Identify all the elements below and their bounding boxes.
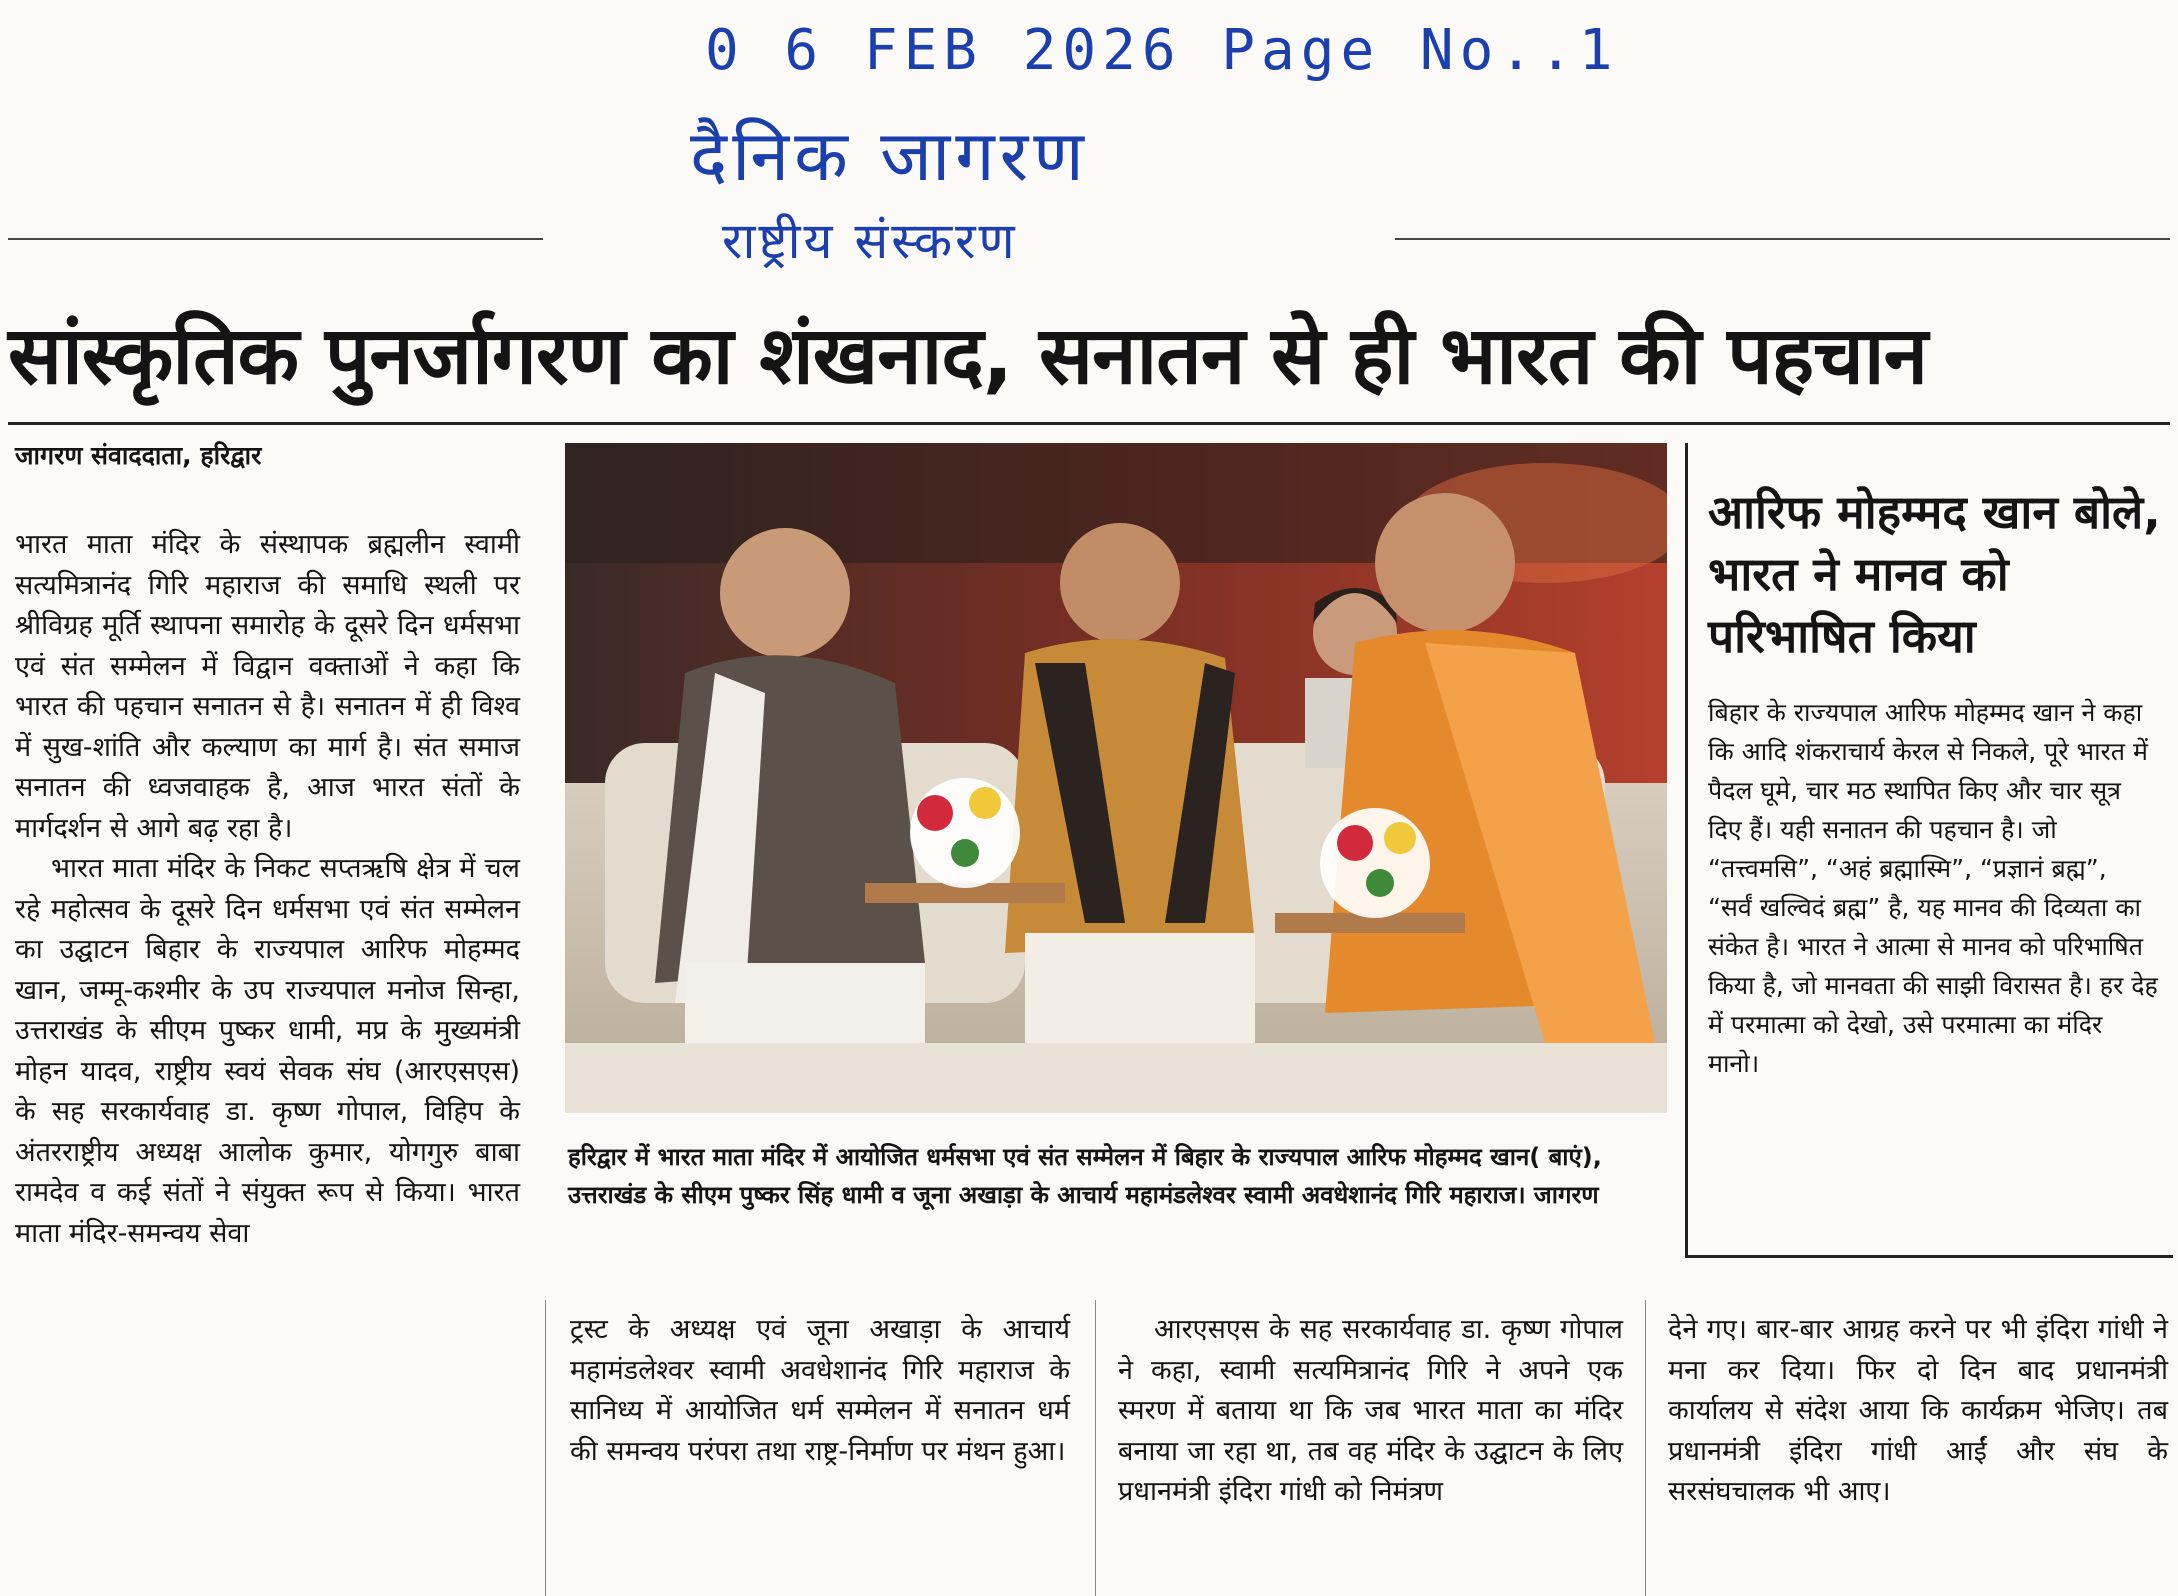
article-column-4	[1668, 1310, 2168, 1513]
article-column-3	[1118, 1310, 1623, 1513]
column-2-paragraph: ट्रस्ट के अध्यक्ष एवं जूना अखाड़ा के आचार्य महामंडलेश्वर स्वामी अवधेशानंद गिरि महाराज के सानिध्य में आयोजित धर्म सम्मेलन में सनातन धर्म की समन्वय परंपरा तथा राष्ट्र-निर्माण पर मंथन हुआ।	[570, 1314, 1070, 1467]
edition-stamp: राष्ट्रीय संस्करण	[722, 212, 1018, 270]
article-column-1	[15, 525, 520, 1254]
column-1-paragraph-2: भारत माता मंदिर के निकट सप्तऋषि क्षेत्र में चल रहे महोत्सव के दूसरे दिन धर्मसभा एवं संत सम्मेलन का उद्घाटन बिहार के राज्यपाल आरिफ मोहम्मद खान, जम्मू-कश्मीर के उप राज्यपाल मनोज सिन्हा, उत्तराखंड के सीएम पुष्कर धामी, मप्र के मुख्यमंत्री मोहन यादव, राष्ट्रीय स्वयं सेवक संघ (आरएसएस) के सह सरकार्यवाह डा. कृष्ण गोपाल, विहिप के अंतरराष्ट्रीय अध्यक्ष आलोक कुमार, योगगुरु बाबा रामदेव व कई संतों ने संयुक्त रूप से किया। भारत माता मंदिर-समन्वय सेवा	[15, 853, 520, 1249]
byline: जागरण संवाददाता, हरिद्वार	[15, 441, 262, 470]
event-photo	[565, 443, 1667, 1113]
sidebar-title: आरिफ मोहम्मद खान बोले, भारत ने मानव को परिभाषित किया	[1708, 485, 2161, 663]
column-divider-1	[545, 1300, 546, 1596]
sidebar-box	[1685, 443, 2173, 1258]
date-stamp: 0 6 FEB 2026 Page No..1	[705, 18, 1619, 83]
article-column-2	[570, 1310, 1070, 1472]
column-divider-3	[1645, 1300, 1646, 1596]
newspaper-name-stamp: दैनिक जागरण	[690, 115, 1089, 197]
article-headline: सांस्कृतिक पुनर्जागरण का शंखनाद, सनातन से ही भारत की पहचान	[8, 309, 1928, 402]
sidebar-text: बिहार के राज्यपाल आरिफ मोहम्मद खान ने कहा कि आदि शंकराचार्य केरल से निकले, पूरे भारत में पैदल घूमे, चार मठ स्थापित किए और चार सूत्र दिए हैं। यही सनातन की पहचान है। जो “तत्त्वमसि”, “अहं ब्रह्मास्मि”, “प्रज्ञानं ब्रह्म”, “सर्वं खल्विदं ब्रह्म” है, यह मानव की दिव्यता का संकेत है। भारत ने आत्मा से मानव को परिभाषित किया है, जो मानवता की साझी विरासत है। हर देह में परमात्मा को देखो, उसे परमात्मा का मंदिर मानो।	[1708, 698, 2158, 1078]
top-right-rule	[1395, 238, 2170, 240]
column-divider-2	[1095, 1300, 1096, 1596]
headline-rule	[8, 422, 2170, 425]
photo-caption: हरिद्वार में भारत माता मंदिर में आयोजित धर्मसभा एवं संत सम्मेलन में बिहार के राज्यपाल आरिफ मोहम्मद खान( बाएं), उत्तराखंड के सीएम पुष्कर सिंह धामी व जूना अखाड़ा के आचार्य महामंडलेश्वर स्वामी अवधेशानंद गिरि महाराज। जागरण	[568, 1143, 1602, 1209]
column-4-paragraph: देने गए। बार-बार आग्रह करने पर भी इंदिरा गांधी ने मना कर दिया। फिर दो दिन बाद प्रधानमंत्री कार्यालय से संदेश आया कि कार्यक्रम भेजिए। तब प्रधानमंत्री इंदिरा गांधी आईं और संघ के सरसंघचालक भी आए।	[1668, 1314, 2168, 1507]
event-photo-illustration	[565, 443, 1667, 1113]
column-3-paragraph: आरएसएस के सह सरकार्यवाह डा. कृष्ण गोपाल ने कहा, स्वामी सत्यमित्रानंद गिरि ने अपने एक स्मरण में बताया था कि जब भारत माता का मंदिर बनाया जा रहा था, तब वह मंदिर के उद्घाटन के लिए प्रधानमंत्री इंदिरा गांधी को निमंत्रण	[1118, 1314, 1623, 1507]
column-1-paragraph-1: भारत माता मंदिर के संस्थापक ब्रह्मलीन स्वामी सत्यमित्रानंद गिरि महाराज की समाधि स्थली पर श्रीविग्रह मूर्ति स्थापना समारोह के दूसरे दिन धर्मसभा एवं संत सम्मेलन में विद्वान वक्ताओं ने कहा कि भारत की पहचान सनातन से है। सनातन में ही विश्व में सुख-शांति और कल्याण का मार्ग है। संत समाज सनातन की ध्वजवाहक है, आज भारत संतों के मार्गदर्शन से आगे बढ़ रहा है।	[15, 529, 520, 844]
top-left-rule	[8, 238, 543, 240]
